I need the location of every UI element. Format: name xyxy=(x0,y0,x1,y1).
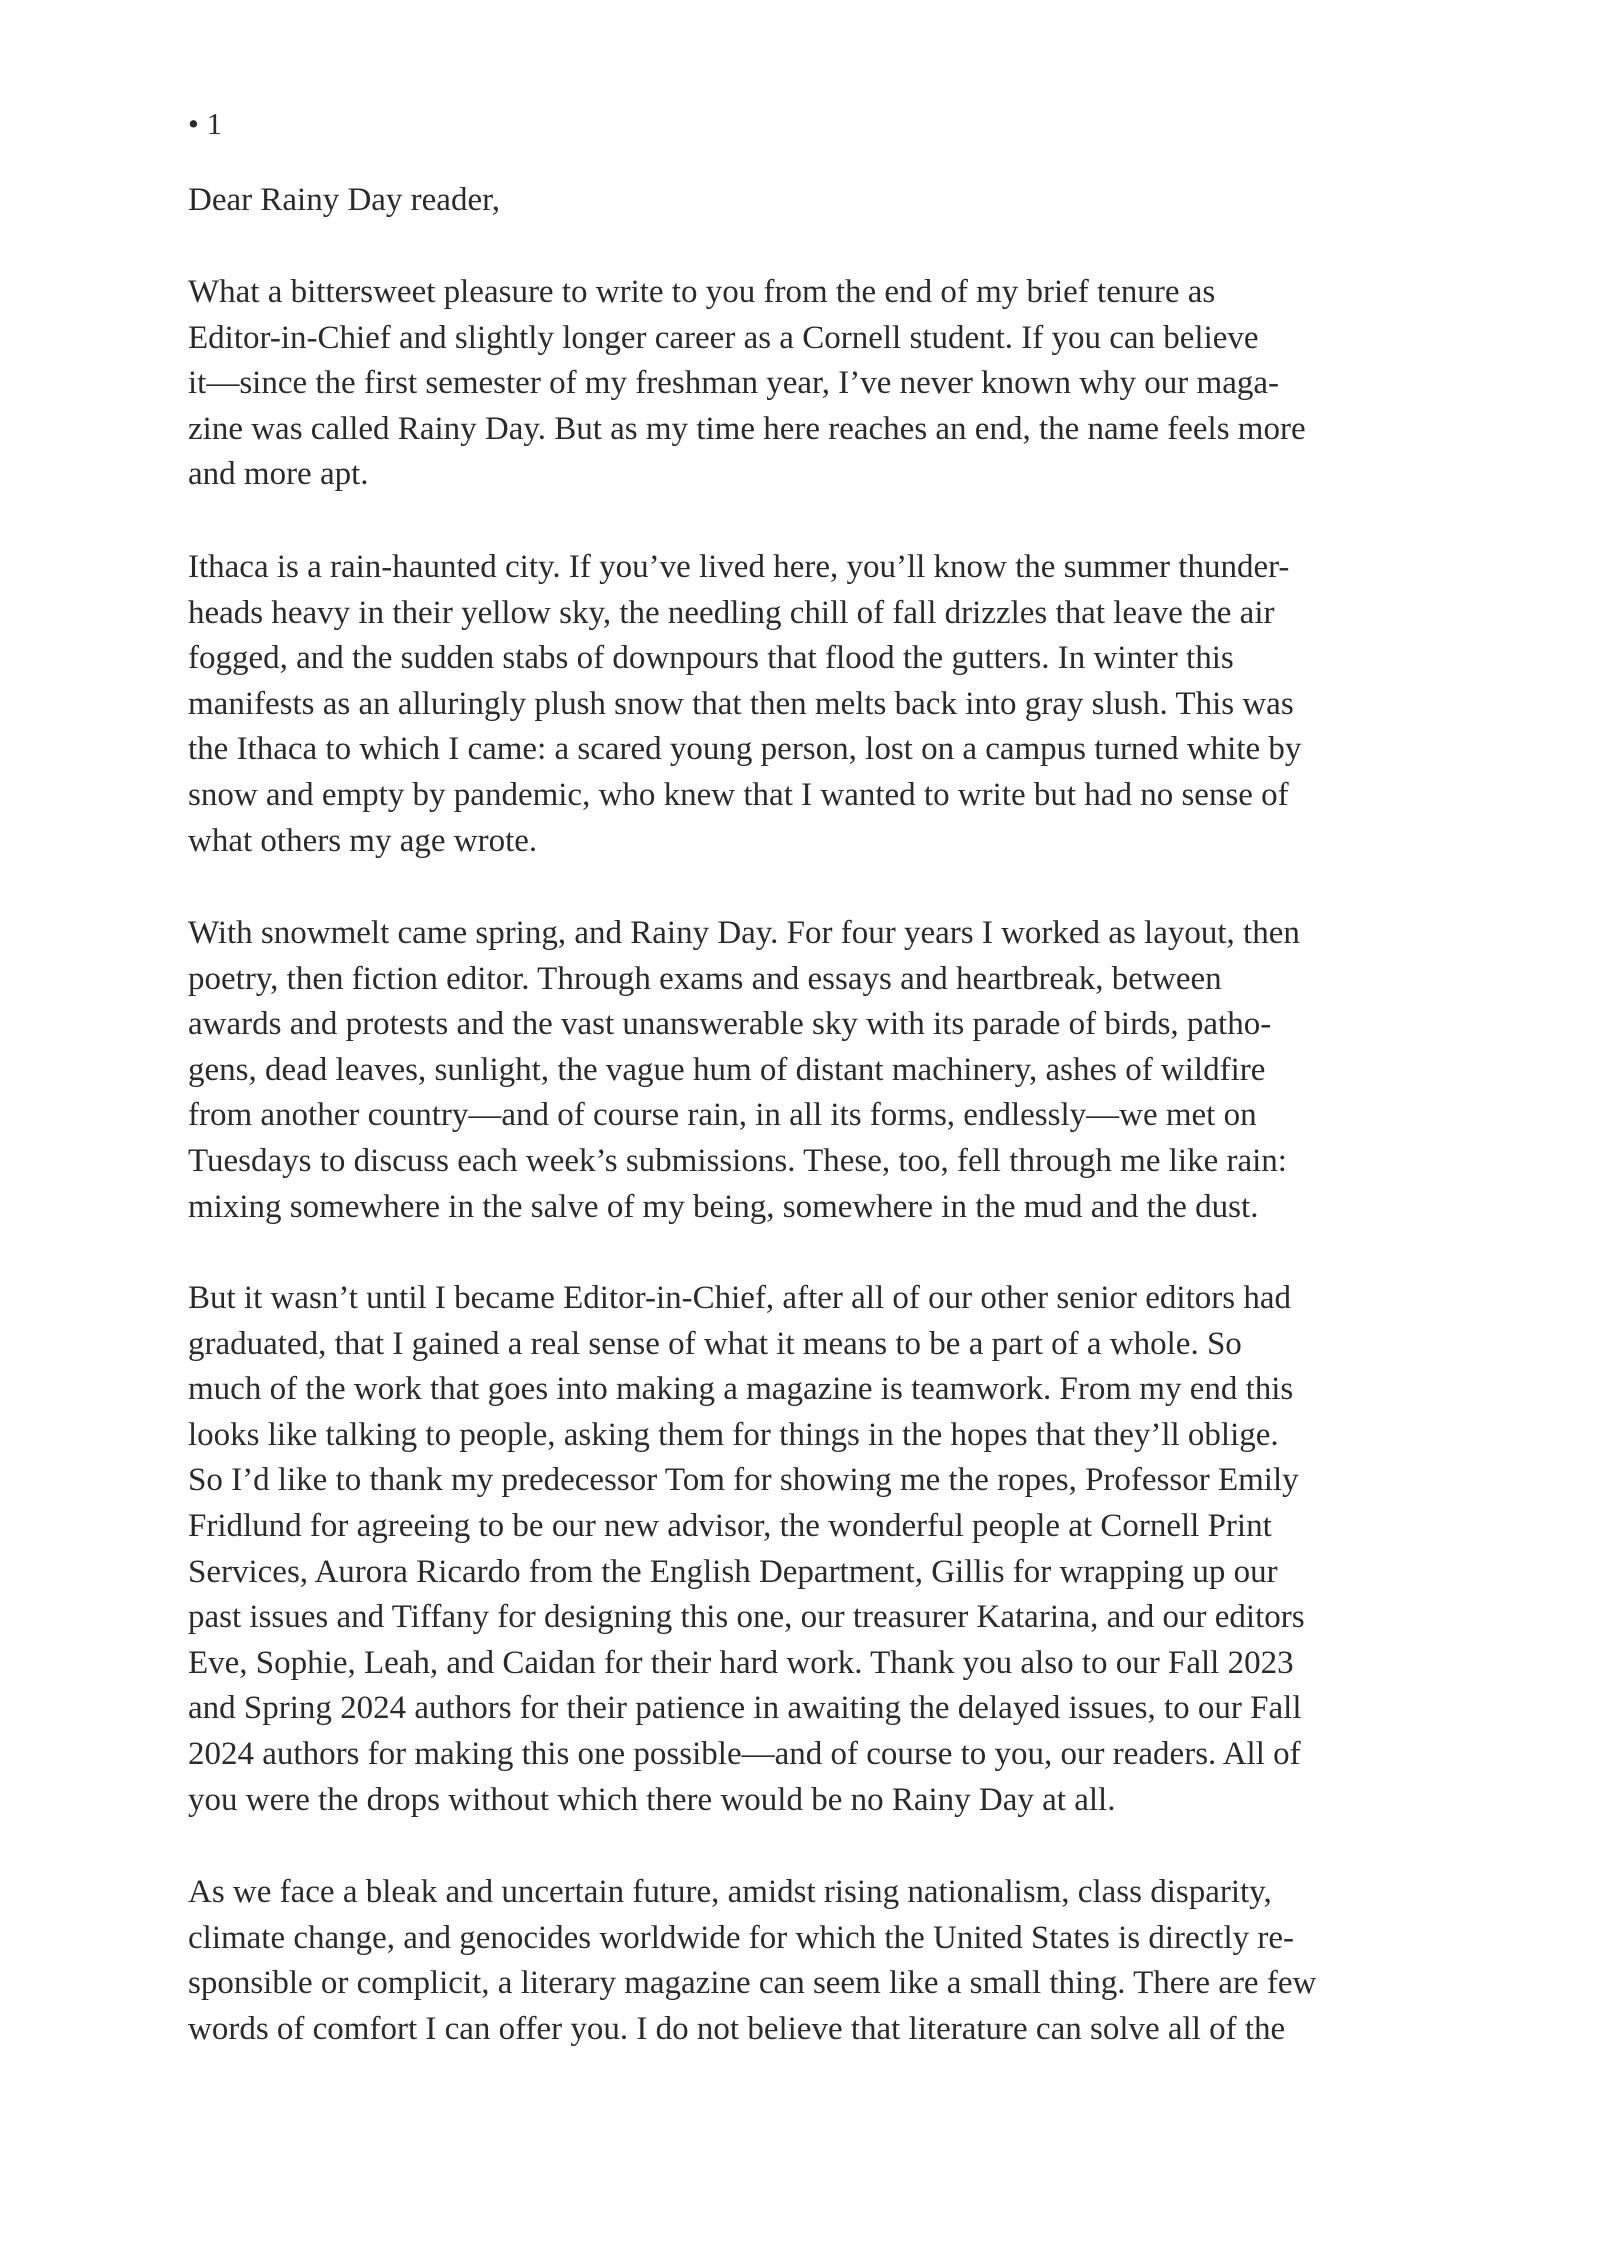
paragraph-3 xyxy=(188,911,1428,1230)
paragraph-5 xyxy=(188,1870,1428,2052)
text-line: much of the work that goes into making a magazine is teamwork. From my end this xyxy=(188,1371,1294,1408)
text-line: snow and empty by pandemic, who knew that I wanted to write but had no sense of xyxy=(188,776,1289,813)
text-line: you were the drops without which there would be no Rainy Day at all. xyxy=(188,1781,1116,1818)
text-line: poetry, then fiction editor. Through exams and essays and heartbreak, between xyxy=(188,960,1222,997)
text-line: past issues and Tiffany for designing this one, our treasurer Katarina, and our editors xyxy=(188,1599,1305,1636)
text-line: Eve, Sophie, Leah, and Caidan for their hard work. Thank you also to our Fall 2023 xyxy=(188,1644,1294,1681)
paragraph-1 xyxy=(188,270,1428,498)
paragraph-2 xyxy=(188,545,1428,864)
text-line: looks like talking to people, asking them for things in the hopes that they’ll oblige. xyxy=(188,1416,1279,1453)
text-line: But it wasn’t until I became Editor-in-Chief, after all of our other senior editors had xyxy=(188,1280,1292,1316)
text-line: As we face a bleak and uncertain future, amidst rising nationalism, class disparity, xyxy=(188,1874,1272,1910)
text-line: awards and protests and the vast unanswerable sky with its parade of birds, patho- xyxy=(188,1006,1272,1043)
text-line: What a bittersweet pleasure to write to you from the end of my brief tenure as xyxy=(188,274,1216,310)
text-line: Ithaca is a rain-haunted city. If you’ve lived here, you’ll know the summer thunder- xyxy=(188,549,1290,585)
text-line: words of comfort I can offer you. I do not believe that literature can solve all of the xyxy=(188,2010,1286,2047)
text-line: 2024 authors for making this one possible—and of course to you, our readers. All of xyxy=(188,1735,1301,1772)
text-line: heads heavy in their yellow sky, the needling chill of fall drizzles that leave the air xyxy=(188,594,1275,631)
page-number: • 1 xyxy=(188,106,223,141)
text-line: Fridlund for agreeing to be our new advisor, the wonderful people at Cornell Print xyxy=(188,1507,1272,1544)
text-line: and Spring 2024 authors for their patience in awaiting the delayed issues, to our Fall xyxy=(188,1690,1302,1727)
text-line: gens, dead leaves, sunlight, the vague hum of distant machinery, ashes of wildfire xyxy=(188,1051,1266,1088)
text-line: Services, Aurora Ricardo from the English Department, Gillis for wrapping up our xyxy=(188,1553,1278,1590)
text-line: what others my age wrote. xyxy=(188,822,538,859)
text-line: So I’d like to thank my predecessor Tom for showing me the ropes, Professor Emily xyxy=(188,1462,1299,1499)
text-line: Tuesdays to discuss each week’s submissions. These, too, fell through me like rain: xyxy=(188,1142,1287,1179)
text-line: sponsible or complicit, a literary magazine can seem like a small thing. There are few xyxy=(188,1965,1317,2002)
text-line: from another country—and of course rain, in all its forms, endlessly—we met on xyxy=(188,1097,1257,1134)
text-line: graduated, that I gained a real sense of what it means to be a part of a whole. So xyxy=(188,1325,1242,1362)
text-line: the Ithaca to which I came: a scared young person, lost on a campus turned white by xyxy=(188,731,1302,768)
text-line: Editor-in-Chief and slightly longer career as a Cornell student. If you can believe xyxy=(188,319,1259,356)
text-line: it—since the first semester of my freshman year, I’ve never known why our maga- xyxy=(188,365,1279,402)
text-line: mixing somewhere in the salve of my being, somewhere in the mud and the dust. xyxy=(188,1188,1259,1225)
text-line: manifests as an alluringly plush snow that then melts back into gray slush. This was xyxy=(188,685,1294,722)
paragraph-4 xyxy=(188,1276,1428,1823)
text-line: zine was called Rainy Day. But as my time here reaches an end, the name feels more xyxy=(188,410,1306,447)
text-line: fogged, and the sudden stabs of downpours that flood the gutters. In winter this xyxy=(188,640,1234,677)
text-line: and more apt. xyxy=(188,456,369,493)
text-line: climate change, and genocides worldwide for which the United States is directly re- xyxy=(188,1919,1295,1956)
text-line: With snowmelt came spring, and Rainy Day. For four years I worked as layout, then xyxy=(188,915,1300,951)
salutation: Dear Rainy Day reader, xyxy=(188,182,501,218)
